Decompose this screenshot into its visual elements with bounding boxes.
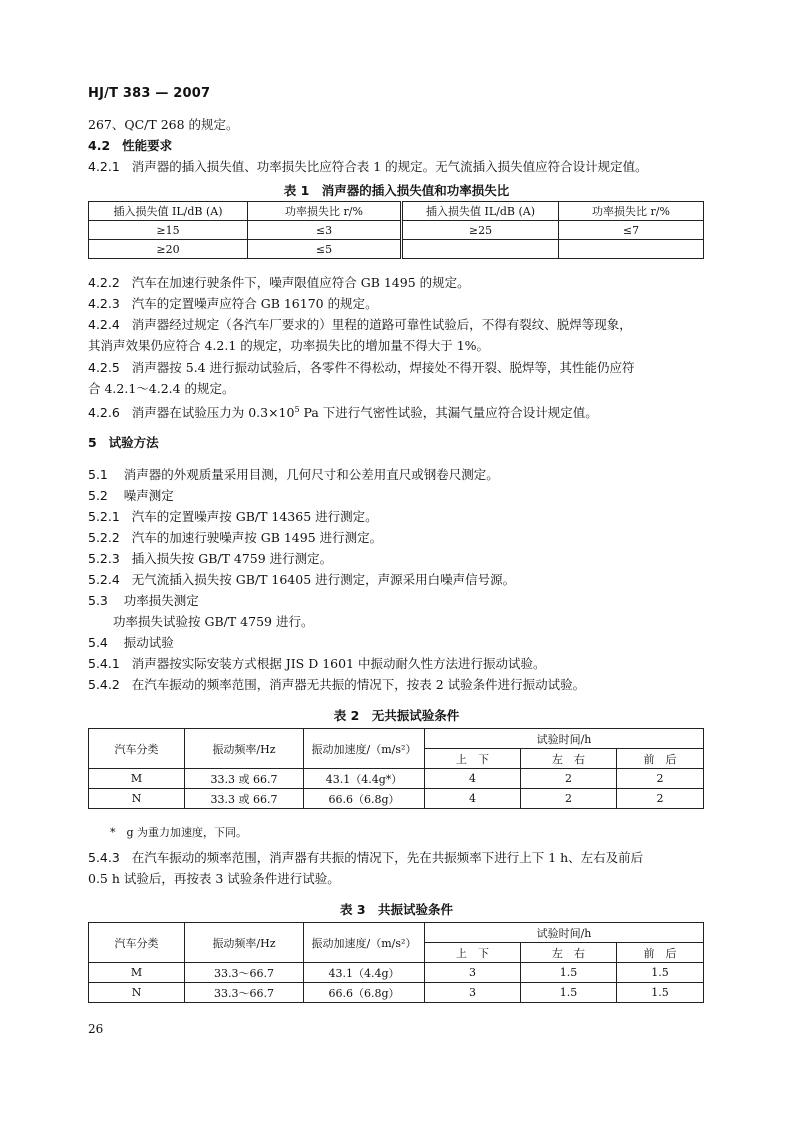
table-header-cell: 振动频率/Hz bbox=[185, 923, 304, 963]
table-cell bbox=[559, 240, 704, 259]
clause-text: 消声器的插入损失值、功率损失比应符合表 1 的规定。无气流插入损失值应符合设计规定值。 bbox=[131, 159, 648, 174]
table-header-row bbox=[89, 923, 704, 943]
table-header-cell: 振动频率/Hz bbox=[185, 729, 304, 769]
table-cell: N bbox=[89, 983, 185, 1003]
table-cell: 4 bbox=[425, 789, 521, 809]
clause-4-2-3 bbox=[88, 296, 378, 312]
clause-5-2-1 bbox=[88, 509, 378, 525]
clause-text: 消声器在试验压力为 0.3×10 bbox=[131, 405, 295, 421]
clause-5-2-3 bbox=[88, 551, 332, 567]
table-cell: ≤3 bbox=[248, 221, 402, 240]
clause-text: 插入损失按 GB/T 4759 进行测定。 bbox=[131, 551, 333, 566]
table-header-cell: 汽车分类 bbox=[89, 729, 185, 769]
table-cell: 1.5 bbox=[521, 963, 617, 983]
table-cell: ≥15 bbox=[89, 221, 248, 240]
clause-number: 4.2.2 bbox=[88, 275, 120, 290]
table-header-cell: 左 右 bbox=[521, 943, 617, 963]
table-header-cell: 前 后 bbox=[617, 749, 704, 769]
clause-number: 5.1 bbox=[88, 467, 108, 482]
section-number: 5 bbox=[88, 435, 97, 450]
table2 bbox=[88, 728, 704, 809]
table-cell: 43.1（4.4g） bbox=[304, 963, 425, 983]
clause-text: 汽车在加速行驶条件下，噪声限值应符合 GB 1495 的规定。 bbox=[131, 275, 470, 290]
clause-text: 汽车的加速行驶噪声按 GB 1495 进行测定。 bbox=[131, 530, 383, 545]
table-cell: 3 bbox=[425, 983, 521, 1003]
table-cell: 33.3～66.7 bbox=[185, 983, 304, 1003]
table-header-cell: 振动加速度/（m/s²） bbox=[304, 729, 425, 769]
clause-text: 消声器的外观质量采用目测，几何尺寸和公差用直尺或钢卷尺测定。 bbox=[123, 467, 499, 482]
table1-caption: 表 1 消声器的插入损失值和功率损失比 bbox=[283, 183, 510, 198]
table-header-row bbox=[89, 202, 704, 221]
table-row bbox=[89, 769, 704, 789]
table-cell: 33.3～66.7 bbox=[185, 963, 304, 983]
clause-4-2 bbox=[88, 138, 172, 154]
clause-number: 5.2.4 bbox=[88, 572, 120, 587]
clause-5-4-3 bbox=[88, 850, 643, 866]
table-cell: ≤5 bbox=[248, 240, 402, 259]
table-header-cell: 前 后 bbox=[617, 943, 704, 963]
clause-number: 4.2.5 bbox=[88, 360, 120, 375]
table-row bbox=[89, 221, 704, 240]
table-cell: 2 bbox=[521, 769, 617, 789]
page-number: 26 bbox=[88, 1022, 104, 1036]
clause-text: 在汽车振动的频率范围，消声器有共振的情况下，先在共振频率下进行上下 1 h、左右及前后 bbox=[131, 850, 644, 865]
table-cell: 3 bbox=[425, 963, 521, 983]
clause-4-2-4-cont: 其消声效果仍应符合 4.2.1 的规定，功率损失比的增加量不得大于 1%。 bbox=[88, 338, 490, 353]
clause-title: 性能要求 bbox=[122, 138, 173, 153]
table-cell: ≥25 bbox=[402, 221, 559, 240]
clause-5-2 bbox=[88, 488, 174, 504]
clause-5-4-2 bbox=[88, 677, 585, 693]
table-header-cell: 试验时间/h bbox=[425, 729, 704, 749]
table-cell: N bbox=[89, 789, 185, 809]
table-cell bbox=[402, 240, 559, 259]
table-header-cell: 左 右 bbox=[521, 749, 617, 769]
clause-5-4-3-cont: 0.5 h 试验后，再按表 3 试验条件进行试验。 bbox=[88, 871, 340, 886]
clause-text: 噪声测定 bbox=[123, 488, 174, 503]
clause-4-2-5 bbox=[88, 360, 635, 376]
table-row bbox=[89, 240, 704, 259]
clause-text: 在汽车振动的频率范围，消声器无共振的情况下，按表 2 试验条件进行振动试验。 bbox=[131, 677, 586, 692]
table-cell: 33.3 或 66.7 bbox=[185, 769, 304, 789]
table2-footnote: * g 为重力加速度，下同。 bbox=[110, 826, 248, 839]
clause-4-2-2 bbox=[88, 275, 470, 291]
clause-number: 5.2 bbox=[88, 488, 108, 503]
clause-text: 功率损失测定 bbox=[123, 593, 199, 608]
table-cell: 1.5 bbox=[617, 963, 704, 983]
table-row bbox=[89, 963, 704, 983]
clause-4-2-5-cont: 合 4.2.1～4.2.4 的规定。 bbox=[88, 381, 235, 396]
clause-text: 振动试验 bbox=[123, 635, 174, 650]
clause-number: 5.2.1 bbox=[88, 509, 120, 524]
table-cell: 1.5 bbox=[521, 983, 617, 1003]
clause-text: 消声器按实际安装方式根据 JIS D 1601 中振动耐久性方法进行振动试验。 bbox=[131, 656, 546, 671]
table-header-row bbox=[89, 729, 704, 749]
clause-text: 汽车的定置噪声应符合 GB 16170 的规定。 bbox=[131, 296, 378, 311]
table-cell: 2 bbox=[521, 789, 617, 809]
clause-5-2-4 bbox=[88, 572, 515, 588]
clause-text: 汽车的定置噪声按 GB/T 14365 进行测定。 bbox=[131, 509, 378, 524]
clause-5-2-2 bbox=[88, 530, 382, 546]
table3-caption: 表 3 共振试验条件 bbox=[339, 902, 454, 917]
table-row bbox=[89, 983, 704, 1003]
table-cell: 2 bbox=[617, 769, 704, 789]
table-header-cell: 振动加速度/（m/s²） bbox=[304, 923, 425, 963]
clause-5-3 bbox=[88, 593, 199, 609]
table-cell: 4 bbox=[425, 769, 521, 789]
exponent: 5 bbox=[294, 405, 300, 414]
clause-number: 4.2.4 bbox=[88, 317, 120, 332]
section-title: 试验方法 bbox=[108, 435, 159, 450]
clause-number: 5.2.2 bbox=[88, 530, 120, 545]
clause-number: 5.4 bbox=[88, 635, 108, 650]
clause-4-2-4 bbox=[88, 317, 632, 333]
table-header-cell: 上 下 bbox=[425, 943, 521, 963]
clause-number: 4.2.3 bbox=[88, 296, 120, 311]
clause-number: 5.2.3 bbox=[88, 551, 120, 566]
clause-5-3-body: 功率损失试验按 GB/T 4759 进行。 bbox=[113, 614, 314, 629]
clause-4-2-6 bbox=[88, 402, 598, 421]
clause-number: 5.4.2 bbox=[88, 677, 120, 692]
continuation-text: 267、QC/T 268 的规定。 bbox=[88, 117, 239, 132]
clause-text: 无气流插入损失按 GB/T 16405 进行测定，声源采用白噪声信号源。 bbox=[131, 572, 516, 587]
table-cell: 66.6（6.8g） bbox=[304, 789, 425, 809]
table-header-cell: 功率损失比 r/% bbox=[248, 202, 402, 221]
table-cell: 2 bbox=[617, 789, 704, 809]
clause-number: 5.3 bbox=[88, 593, 108, 608]
clause-text: 消声器按 5.4 进行振动试验后，各零件不得松动，焊接处不得开裂、脱焊等，其性能仍应符 bbox=[131, 360, 635, 375]
table1 bbox=[88, 201, 704, 259]
clause-number: 5.4.3 bbox=[88, 850, 120, 865]
clause-text: 消声器经过规定（各汽车厂要求的）里程的道路可靠性试验后，不得有裂纹、脱焊等现象， bbox=[131, 317, 632, 332]
table-header-cell: 上 下 bbox=[425, 749, 521, 769]
standard-code-header: HJ/T 383 — 2007 bbox=[88, 86, 211, 101]
clause-5-4-1 bbox=[88, 656, 545, 672]
clause-4-2-1 bbox=[88, 159, 648, 175]
table-cell: 43.1（4.4g*） bbox=[304, 769, 425, 789]
clause-number: 4.2.6 bbox=[88, 405, 120, 421]
clause-number: 4.2 bbox=[88, 138, 111, 153]
clause-5-4 bbox=[88, 635, 174, 651]
table-header-cell: 插入损失值 IL/dB (A) bbox=[89, 202, 248, 221]
table-header-cell: 功率损失比 r/% bbox=[559, 202, 704, 221]
table-cell: ≤7 bbox=[559, 221, 704, 240]
table-cell: 33.3 或 66.7 bbox=[185, 789, 304, 809]
clause-text: Pa 下进行气密性试验，其漏气量应符合设计规定值。 bbox=[299, 405, 598, 421]
clause-number: 5.4.1 bbox=[88, 656, 120, 671]
table-header-cell: 试验时间/h bbox=[425, 923, 704, 943]
table3 bbox=[88, 922, 704, 1003]
clause-number: 4.2.1 bbox=[88, 159, 120, 174]
table2-caption: 表 2 无共振试验条件 bbox=[333, 708, 460, 723]
table-row bbox=[89, 789, 704, 809]
table-header-cell: 汽车分类 bbox=[89, 923, 185, 963]
table-cell: 1.5 bbox=[617, 983, 704, 1003]
table-cell: 66.6（6.8g） bbox=[304, 983, 425, 1003]
table-cell: ≥20 bbox=[89, 240, 248, 259]
section-5-heading bbox=[88, 435, 159, 451]
table-cell: M bbox=[89, 769, 185, 789]
table-header-cell: 插入损失值 IL/dB (A) bbox=[402, 202, 559, 221]
table-cell: M bbox=[89, 963, 185, 983]
clause-5-1 bbox=[88, 467, 499, 483]
